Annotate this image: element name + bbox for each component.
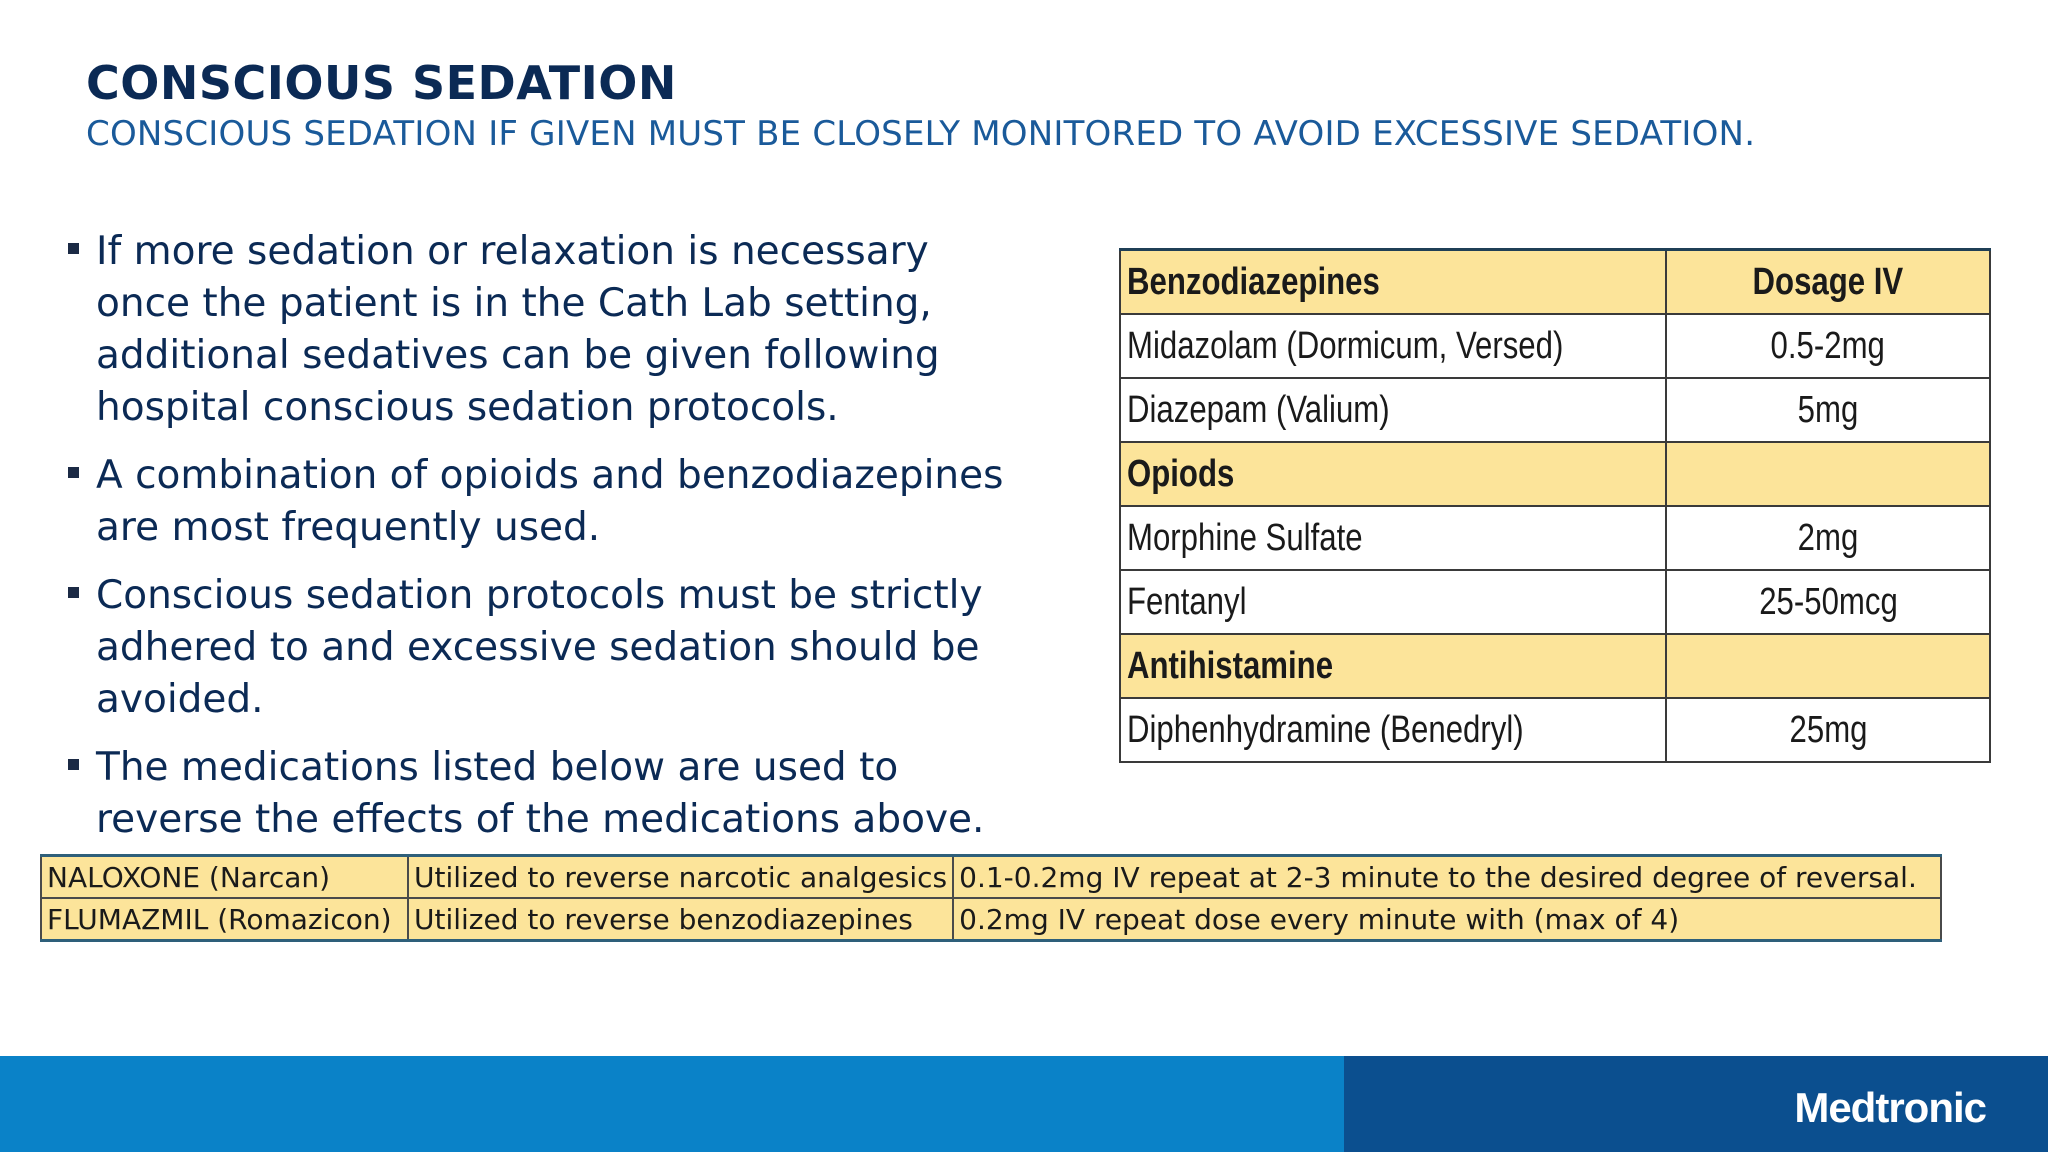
table-cell (1120, 442, 1666, 506)
table-row (1120, 314, 1990, 378)
table-cell (1666, 570, 1990, 634)
table-cell (1666, 506, 1990, 570)
medtronic-logo: Medtronic (1794, 1084, 1986, 1131)
bullet-square-icon (68, 243, 79, 254)
cell-text: 25mg (1789, 708, 1868, 751)
table-cell (1666, 250, 1990, 315)
table-header-row (1120, 250, 1990, 315)
cell-text: Morphine Sulfate (1127, 516, 1363, 559)
table-cell (1666, 634, 1990, 698)
table-cell (1666, 314, 1990, 378)
cell-text: 25-50mcg (1758, 580, 1898, 623)
table-header-row (1120, 442, 1990, 506)
table-cell (1120, 314, 1666, 378)
table-row (1120, 698, 1990, 762)
table-cell: NALOXONE (Narcan) (41, 856, 408, 899)
bullet-square-icon (68, 467, 79, 478)
sedation-drug-table (1119, 248, 1991, 763)
bullet-item (64, 570, 1024, 726)
cell-text: 0.5-2mg (1770, 324, 1886, 367)
bullet-item (64, 226, 1024, 434)
table-cell (1120, 378, 1666, 442)
table-cell: Utilized to reverse benzodiazepines (408, 898, 953, 941)
cell-text: Fentanyl (1127, 580, 1247, 623)
bullet-text: A combination of opioids and benzodiazepines are most frequently used. (96, 453, 1004, 550)
bullet-text: Conscious sedation protocols must be strictly adhered to and excessive sedation should be avoided. (96, 573, 983, 722)
cell-text: Dosage IV (1752, 260, 1904, 303)
cell-text: Opiods (1127, 452, 1235, 495)
table-cell: Utilized to reverse narcotic analgesics (408, 856, 953, 899)
cell-text: Diazepam (Valium) (1127, 388, 1390, 431)
bullet-item (64, 450, 1024, 554)
table-cell (1666, 442, 1990, 506)
cell-text: Midazolam (Dormicum, Versed) (1127, 324, 1564, 367)
table-cell: 0.2mg IV repeat dose every minute with (max of 4) (953, 898, 1941, 941)
cell-text: 2mg (1797, 516, 1859, 559)
table-row (1120, 570, 1990, 634)
bullet-text: The medications listed below are used to reverse the effects of the medications above. (96, 745, 985, 842)
table-cell (1120, 634, 1666, 698)
cell-text: Benzodiazepines (1127, 260, 1380, 303)
page-subtitle: CONSCIOUS SEDATION IF GIVEN MUST BE CLOSELY MONITORED TO AVOID EXCESSIVE SEDATION. (86, 114, 1756, 154)
reversal-drug-table (40, 854, 1942, 942)
table-row (1120, 378, 1990, 442)
bullet-item (64, 742, 1024, 846)
cell-text: 5mg (1797, 388, 1859, 431)
table-cell: 0.1-0.2mg IV repeat at 2-3 minute to the desired degree of reversal. (953, 856, 1941, 899)
cell-text: Antihistamine (1127, 644, 1334, 687)
cell-text: Diphenhydramine (Benedryl) (1127, 708, 1524, 751)
bullet-square-icon (68, 587, 79, 598)
table-cell (1120, 698, 1666, 762)
bullet-text: If more sedation or relaxation is necessary once the patient is in the Cath Lab setting, additional sedatives can be given following hospital conscious sedation protocols. (96, 229, 940, 430)
table-cell: FLUMAZMIL (Romazicon) (41, 898, 408, 941)
table-cell (1666, 698, 1990, 762)
table-cell (1120, 570, 1666, 634)
table-row (41, 856, 1941, 899)
table-cell (1120, 506, 1666, 570)
bullet-square-icon (68, 759, 79, 770)
table-row (41, 898, 1941, 941)
table-cell (1666, 378, 1990, 442)
table-row (1120, 506, 1990, 570)
bullet-list (64, 226, 1024, 862)
table-cell (1120, 250, 1666, 315)
page-title: CONSCIOUS SEDATION (86, 56, 677, 110)
table-header-row (1120, 634, 1990, 698)
